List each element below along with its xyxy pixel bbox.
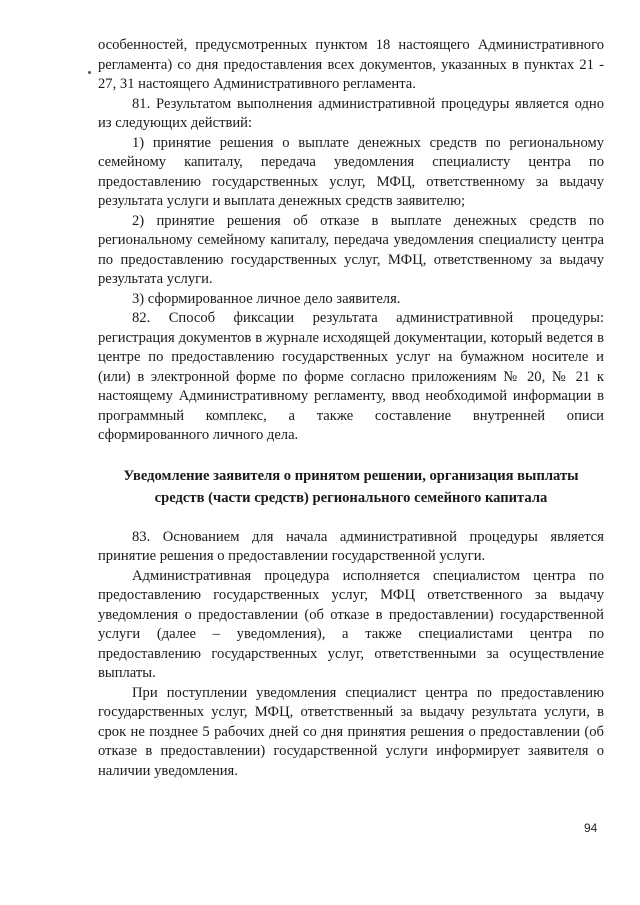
paragraph-81-item-3: 3) сформированное личное дело заявителя. — [132, 290, 401, 307]
paragraph-81: 81. Результатом выполнения административной процедуры является одно из следующих действий: — [98, 95, 604, 131]
paragraph-83-notification: При поступлении уведомления специалист центра по предоставлению государственных услуг, МФЦ, ответственный за выдачу результата услуги, в срок не позднее 5 рабочих дней со дня принятия решения о предоставлении (об отказе в предоставлении) государственной услуги информирует заявителя о наличии уведомления. — [98, 684, 604, 779]
scan-artifact — [88, 71, 91, 74]
paragraph-81-item-2: 2) принятие решения об отказе в выплате денежных средств по региональному семейному капиталу, передача уведомления специалисту центра по предоставлению государственных услуг, МФЦ, ответственному за выдачу результата услуги. — [98, 212, 604, 287]
paragraph-82: 82. Способ фиксации результата административной процедуры: регистрация документов в журнале исходящей документации, который ведется в центре по предоставлению государственных услуг на бумажном носителе и (или) в электронной форме по форме согласно приложениям № 20, № 21 к настоящему Административному регламенту, ввод необходимой информации в программный комплекс, а также составление внутренней описи сформированного личного дела. — [98, 310, 604, 443]
paragraph-83-procedure: Административная процедура исполняется специалистом центра по предоставлению государственных услуг, МФЦ ответственного за выдачу уведомления о предоставлении (об отказе в предоставлении) государственной услуги (далее – уведомления), а также специалистами центра по предоставлению государственных услуг, ответственными за осуществление выплаты. — [98, 567, 604, 681]
paragraph-83: 83. Основанием для начала административной процедуры является принятие решения о предоставлении государственной услуги. — [98, 528, 604, 564]
paragraph-continuation: особенностей, предусмотренных пунктом 18 настоящего Административного регламента) со дня предоставления всех документов, указанных в пунктах 21 - 27, 31 настоящего Административного регламента. — [98, 37, 604, 92]
page-number: 94 — [584, 821, 598, 835]
document-body — [98, 36, 604, 781]
section-heading: Уведомление заявителя о принятом решении, организация выплаты средств (части средств) регионального семейного капитала — [123, 467, 579, 506]
paragraph-81-item-1: 1) принятие решения о выплате денежных средств по региональному семейному капиталу, передача уведомления специалисту центра по предоставлению государственных услуг, МФЦ, ответственному за выдачу результата услуги и выплата денежных средств заявителю; — [98, 134, 604, 209]
